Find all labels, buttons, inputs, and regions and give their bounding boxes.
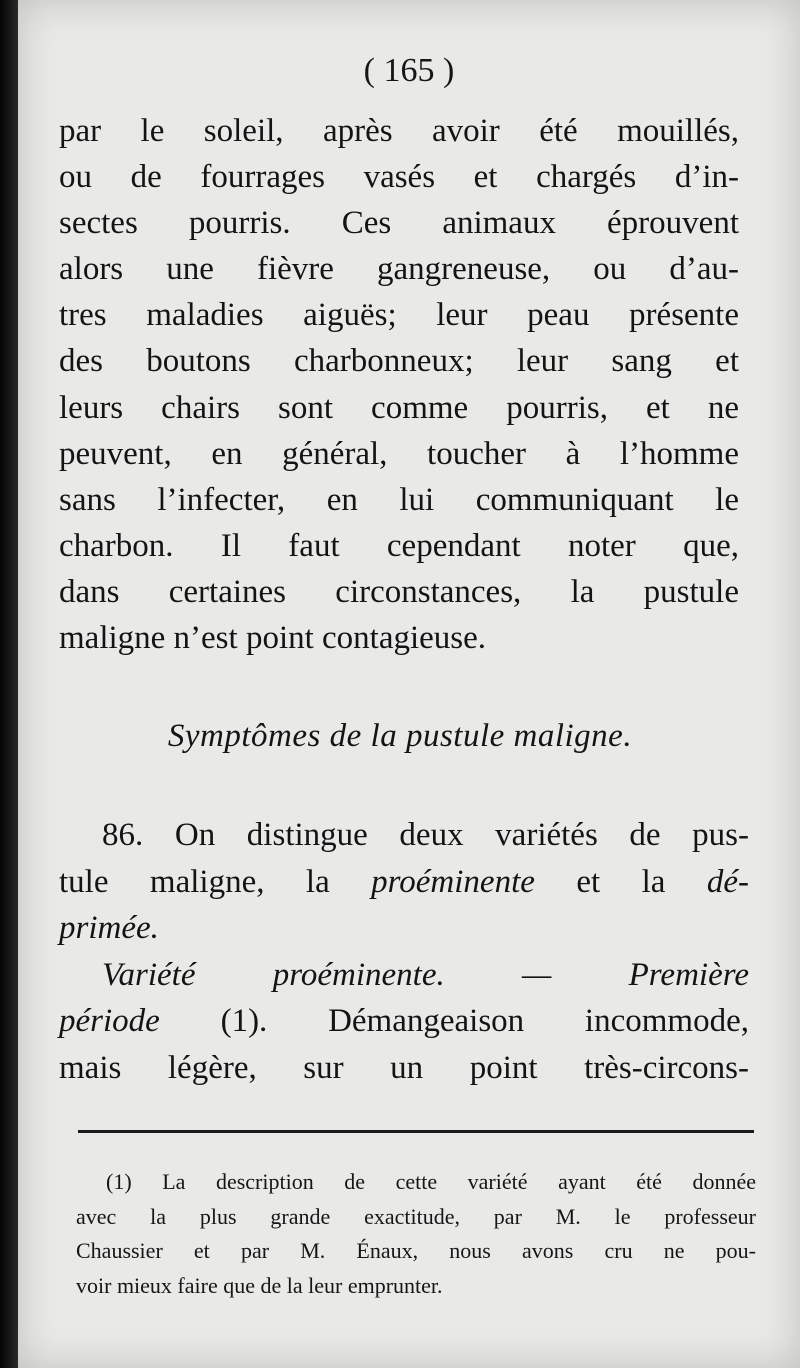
body-paragraph	[59, 108, 739, 661]
footnote	[76, 1165, 756, 1303]
text-line: peuvent, en général, toucher à l’homme	[59, 435, 739, 472]
text-line: tres maladies aiguës; leur peau présente	[59, 297, 739, 334]
text-line: par le soleil, après avoir été mouillés,	[59, 113, 739, 149]
text-line: maligne n’est point contagieuse.	[59, 620, 487, 657]
book-page	[18, 0, 800, 1368]
footnote-line: (1) La description de cette variété ayant été donnée	[106, 1169, 756, 1194]
footnote-line: Chaussier et par M. Énaux, nous avons cru ne pou-	[76, 1238, 756, 1263]
section-heading: Symptômes de la pustule maligne.	[167, 718, 633, 754]
footnote-divider	[78, 1130, 754, 1133]
text-run: tule maligne, la	[59, 863, 372, 900]
text-line: alors une fièvre gangreneuse, ou d’au-	[59, 251, 739, 288]
footnote-line: avec la plus grande exactitude, par M. le professeur	[76, 1203, 756, 1229]
italic-term-proeminente: proéminente	[371, 863, 535, 900]
italic-term-deprimee-end: primée.	[59, 910, 159, 946]
text-line	[59, 952, 749, 999]
text-line: leurs chairs sont comme pourris, et ne	[59, 389, 739, 426]
text-run: et la	[534, 863, 707, 900]
italic-term-deprimee: dé-	[706, 863, 749, 900]
text-line: dans certaines circonstances, la pustule	[59, 573, 739, 610]
italic-subheading: Variété proéminente. — Première	[102, 956, 749, 993]
text-line: sans l’infecter, en lui communiquant le	[59, 481, 739, 518]
text-line: mais légère, sur un point très-circons-	[59, 1049, 749, 1086]
page-binding-edge	[0, 0, 18, 1368]
text-line: ou de fourrages vasés et chargés d’in-	[59, 159, 739, 196]
text-line: 86. On distingue deux variétés de pus-	[102, 817, 749, 853]
page-number: ( 165 )	[363, 52, 455, 89]
text-run: (1). Démangeaison incommode,	[159, 1003, 749, 1039]
italic-term-periode: période	[59, 1003, 160, 1039]
text-line: charbon. Il faut cependant noter que,	[59, 527, 739, 564]
text-line: des boutons charbonneux; leur sang et	[59, 343, 739, 380]
text-line	[59, 905, 749, 952]
text-line	[59, 998, 749, 1045]
text-line	[59, 859, 749, 906]
text-line: sectes pourris. Ces animaux éprouvent	[59, 205, 739, 242]
section-paragraph	[59, 812, 749, 1091]
footnote-line: voir mieux faire que de la leur emprunter.	[76, 1272, 443, 1298]
